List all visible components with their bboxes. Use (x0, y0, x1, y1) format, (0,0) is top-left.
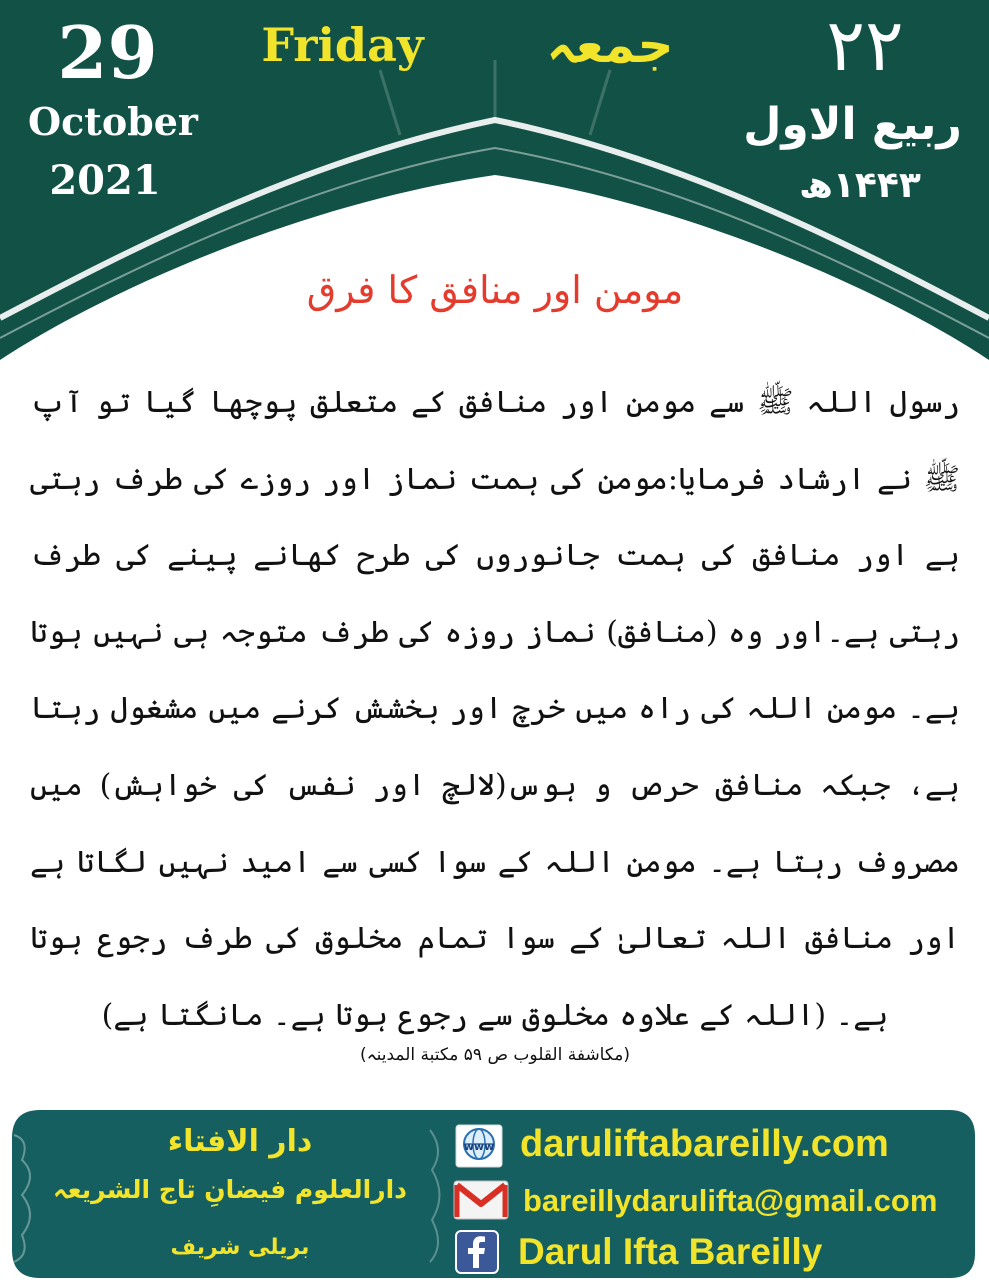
facebook-link[interactable]: Darul Ifta Bareilly (518, 1231, 823, 1272)
gregorian-year: 2021 (49, 157, 161, 204)
article-body: رسول اللہ ﷺ سے مومن اور منافق کے متعلق پوچھا گیا تو آپ ﷺ نے ارشاد فرمایا:مومن کی ہمت نماز اور روزے کی طرف رہتی ہے اور منافق کی ہمت جانوروں کی طرح کھانے پینے کی طرف رہتی ہے۔اور وہ (منافق) نماز روزہ کی طرف متوجہ ہی نہیں ہوتا ہے۔ مومن اللہ کی راہ میں خرچ اور بخشش کرنے میں مشغول رہتا ہے، جبکہ منافق حرص و ہوس(لالچ اور نفس کی خواہش) میں مصروف رہتا ہے۔ مومن اللہ کے سوا کسی سے امید نہیں لگاتا ہے اور منافق اللہ تعالیٰ کے سوا تمام مخلوق کی طرف رجوع ہوتا ہے۔ (اللہ کے علاوہ مخلوق سے رجوع ہوتا ہے۔ مانگتا ہے) (30, 385, 960, 1033)
org-name: دار الافتاء (167, 1124, 313, 1159)
org-subtitle: دارالعلوم فیضانِ تاج الشریعہ (53, 1175, 407, 1204)
gregorian-day: 29 (57, 10, 158, 95)
article-title: مومن اور منافق کا فرق (306, 268, 684, 312)
weekday-urdu: جمعہ (546, 16, 674, 74)
globe-icon (455, 1124, 503, 1168)
svg-text:www: www (463, 1140, 495, 1153)
hijri-month: ربیع الاول (743, 99, 962, 150)
hijri-year: ۱۴۴۳ھ (799, 165, 921, 206)
website-link[interactable]: daruliftabareilly.com (520, 1123, 889, 1165)
org-city: بریلی شریف (170, 1235, 310, 1260)
weekday-english: Friday (261, 18, 424, 72)
article-source: (مکاشفة القلوب ص ۵۹ مکتبة المدینہ) (359, 1045, 630, 1065)
hijri-day: ۲۲ (826, 3, 904, 87)
email-link[interactable]: bareillydarulifta@gmail.com (523, 1183, 938, 1218)
facebook-icon (455, 1230, 499, 1274)
gregorian-month: October (28, 99, 198, 144)
mail-icon (453, 1180, 509, 1220)
